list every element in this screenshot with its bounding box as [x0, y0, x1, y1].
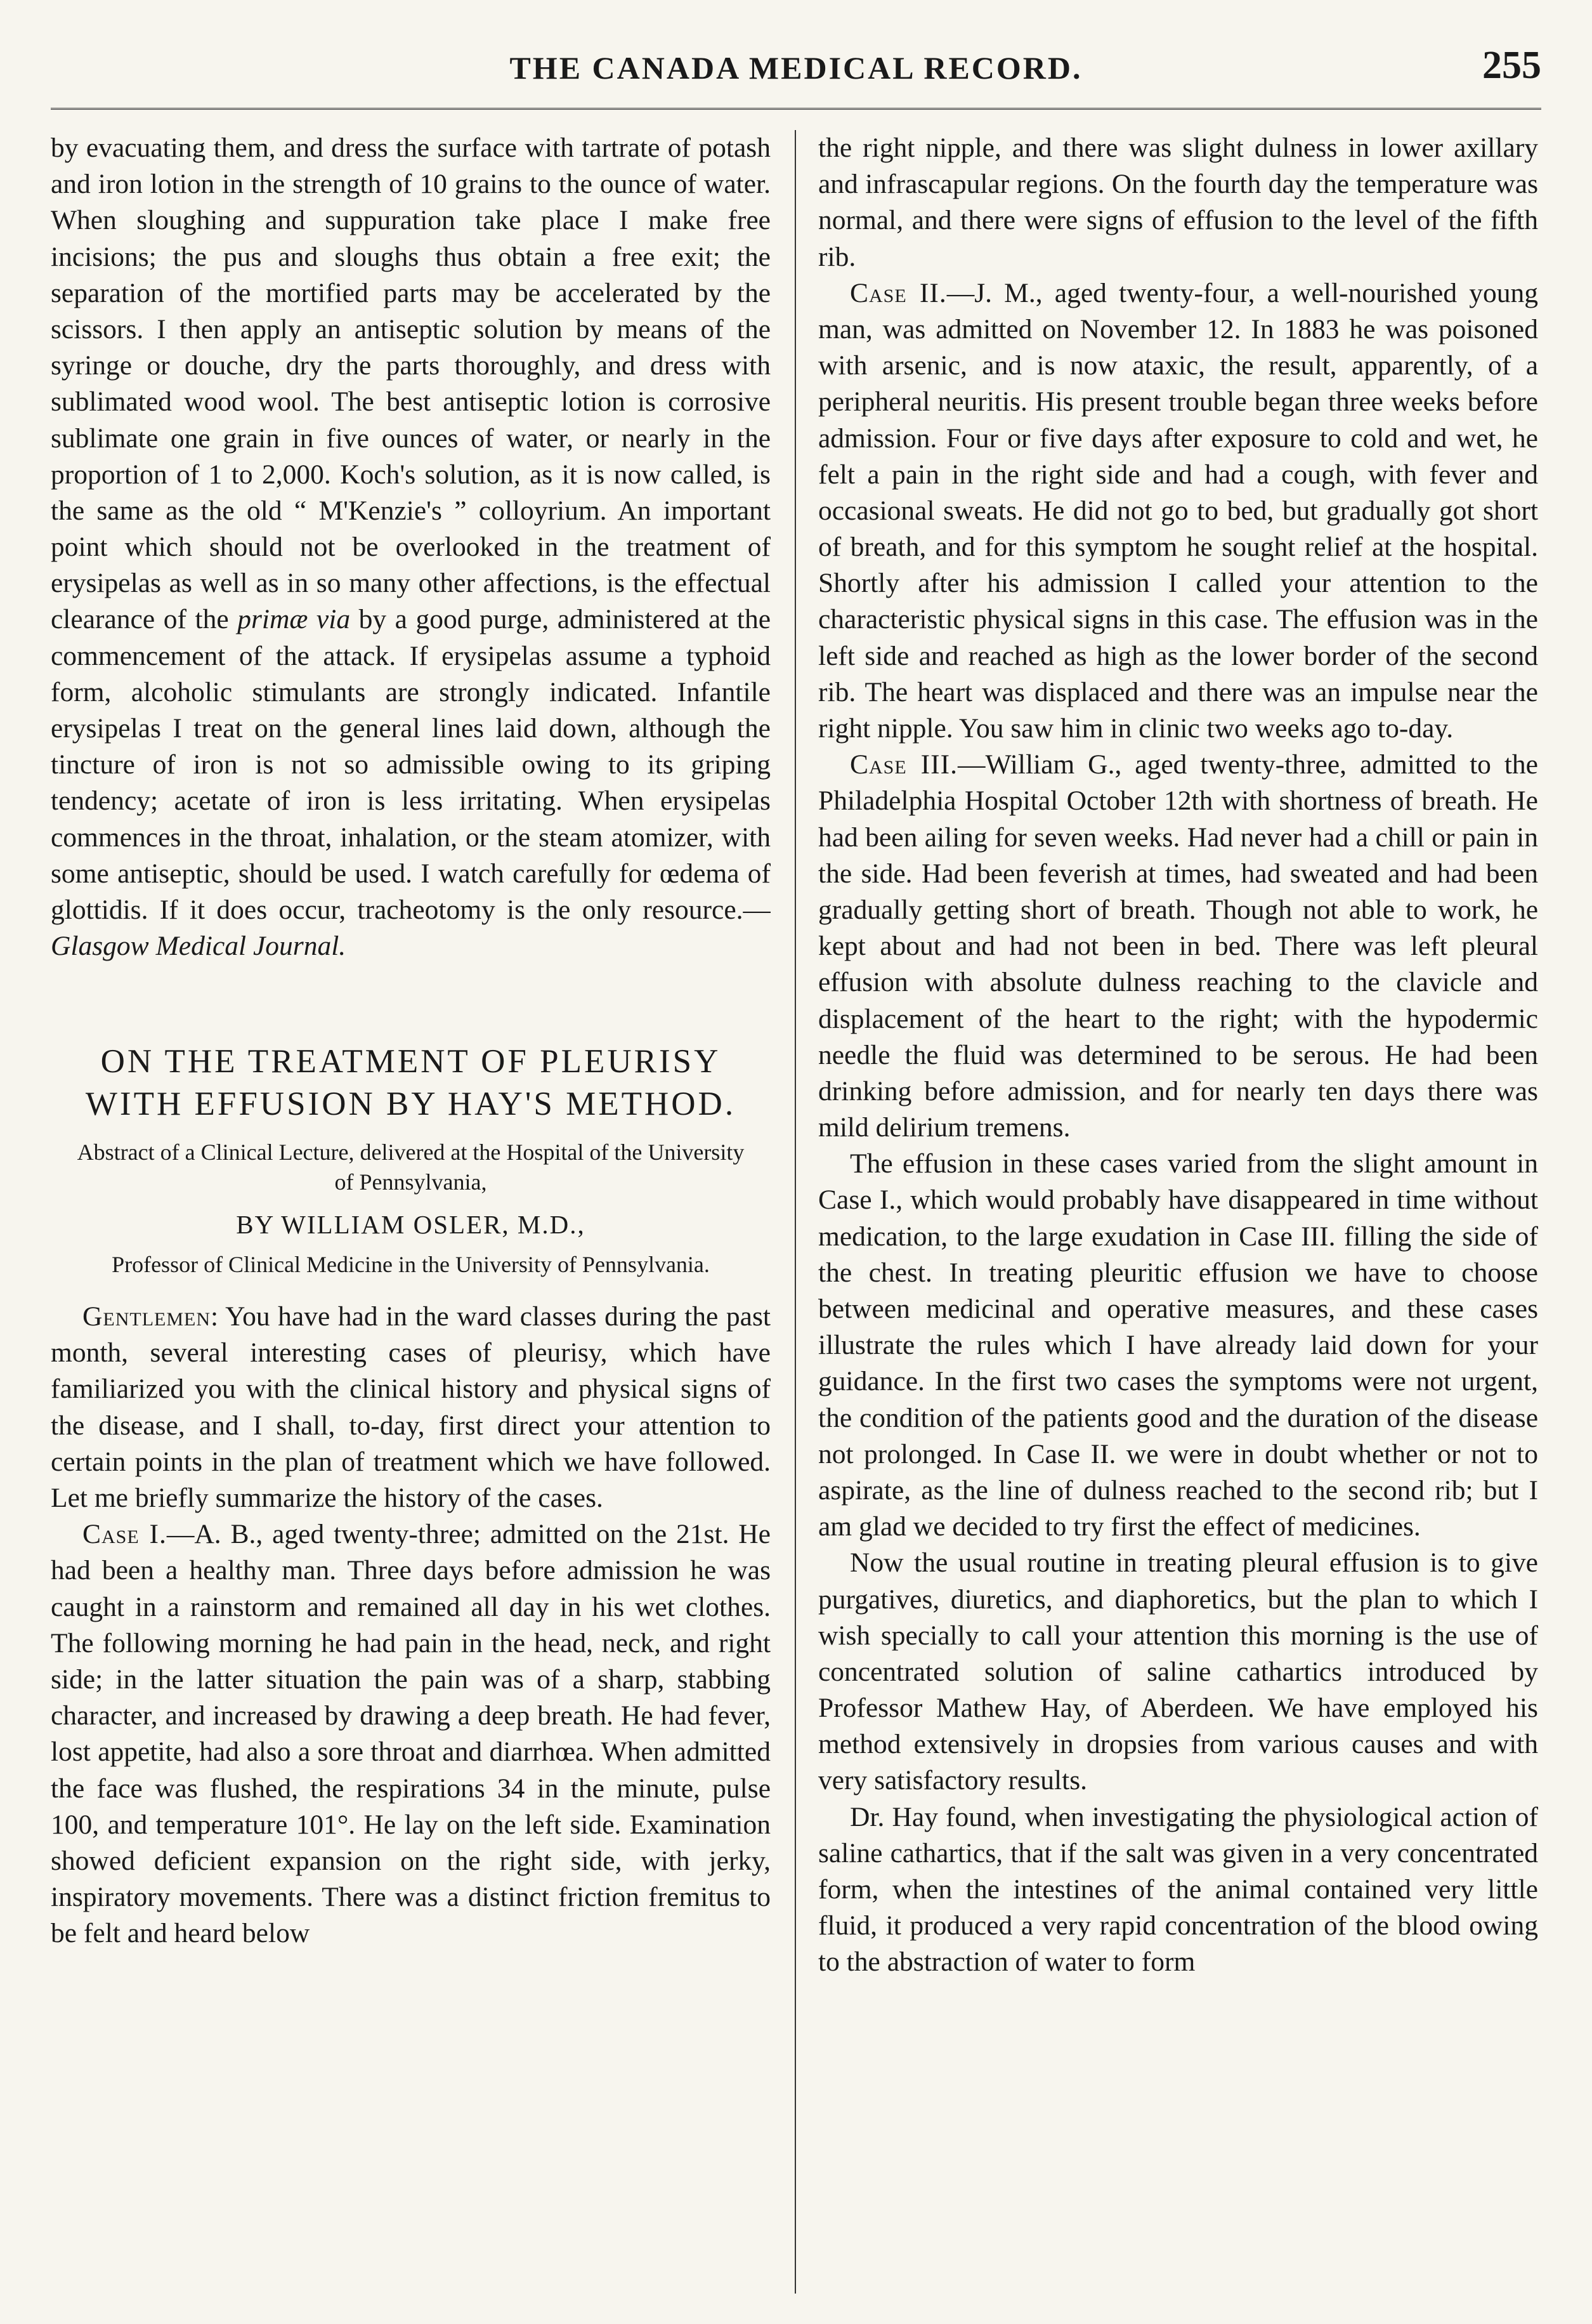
author-affiliation: Professor of Clinical Medicine in the University of Pennsylvania.: [112, 1252, 710, 1278]
paragraph-text: —William G., aged twenty-three, admitted to the Philadelphia Hospital October 12th with shortness of breath. He had been ailing for seven weeks. Had never had a chill or pain in the side. Had been feverish at times, had sweated and had been gradually getting short of breath. Though not able to work, he kept about and had not been in bed. There was left pleural effusion with absolute dulness reaching to the clavicle and displacement of the heart to the right; with the hypodermic needle the fluid was determined to be serous. He had been drinking before admission, and for nearly ten days there was mild delirium tremens.: [818, 749, 1538, 1143]
paragraph-text: —J. M., aged twenty-four, a well-nourished young man, was admitted on November 12. In 1883 he was poisoned with arsenic, and is now ataxic, the result, apparently, of a peripheral neuritis. His present trouble began three weeks before admission. Four or five days after exposure to cold and wet, he felt a pain in the right side and had a cough, with fever and occasional sweats. He did not go to bed, but gradually got short of breath, and for this symptom he sought relief at the hospital. Shortly after his admission I called your attention to the characteristic physical signs in this case. The effusion was in the left side and reached as high as the lower border of the second rib. The heart was displaced and there was an impulse near the right nipple. You saw him in clinic two weeks ago to-day.: [818, 277, 1538, 744]
paragraph-routine: Now the usual routine in treating pleural effusion is to give purgatives, diuretics, and diaphoretics, but the plan to which I wish specially to call your attention this morning is the use of concentrated solution of saline cathartics introduced by Professor Mathew Hay, of Aberdeen. We have employed his method extensively in dropsies from various causes and with very satisfactory results.: [818, 1547, 1538, 1796]
page-header: [51, 32, 1541, 95]
latin-term: primæ via: [237, 604, 351, 635]
right-column: [818, 130, 1538, 2294]
page-number: 255: [1482, 44, 1541, 87]
left-column: [51, 130, 771, 2294]
header-rule: [51, 108, 1541, 110]
source-citation: Glasgow Medical Journal.: [51, 931, 346, 962]
column-divider: [795, 130, 796, 2294]
paragraph-case-3: [818, 747, 1538, 1146]
author-byline: BY WILLIAM OSLER, M.D.,: [236, 1210, 585, 1240]
article-title: ON THE TREATMENT OF PLEURISY WITH EFFUSION BY HAY'S METHOD.: [85, 1043, 736, 1122]
paragraph-case-2: [818, 275, 1538, 747]
salutation: Gentlemen: [82, 1301, 211, 1332]
running-title: THE CANADA MEDICAL RECORD.: [509, 50, 1083, 86]
paragraph-text: : You have had in the ward classes during the past month, several interesting cases of pleurisy, which have familiarized you with the clinical history and physical signs of the disease, and I shall, to-day, first direct your attention to certain points in the plan of treatment which we have followed. Let me briefly summarize the history of the cases.: [51, 1301, 771, 1514]
article-abstract-note: Abstract of a Clinical Lecture, delivered at the Hospital of the University of Pennsylvania,: [77, 1139, 745, 1195]
paragraph-text: —A. B., aged twenty-three; admitted on the 21st. He had been a healthy man. Three days before admission he was caught in a rainstorm and remained all day in his wet clothes. The following morning he had pain in the head, neck, and right side; in the latter situation the pain was of a sharp, stabbing character, and increased by drawing a deep breath. He had fever, lost appetite, had also a sore throat and diarrhœa. When admitted the face was flushed, the respirations 34 in the minute, pulse 100, and temperature 101°. He lay on the left side. Examination showed deficient expansion on the right side, with jerky, inspiratory movements. There was a distinct friction fremitus to be felt and heard below: [51, 1519, 771, 1949]
paragraph-gentlemen: [51, 1299, 771, 1516]
paragraph-case-1-cont: the right nipple, and there was slight dulness in lower axillary and infrascapular regions. On the fourth day the temperature was normal, and there were signs of effusion to the level of the fifth rib.: [818, 133, 1538, 272]
paragraph-erysipelas-treatment: [51, 130, 771, 964]
paragraph-text-cont: by a good purge, administered at the commencement of the attack. If erysipelas assume a typhoid form, alcoholic stimulants are strongly indicated. Infantile erysipelas I treat on the general lines laid down, although the tincture of iron is not so admissible owing to its griping tendency; acetate of iron is less irritating. When erysipelas commences in the throat, inhalation, or the steam atomizer, with some antiseptic, should be used. I watch carefully for œdema of glottidis. If it does occur, tracheotomy is the only resource.—: [51, 604, 771, 925]
case-label: Case II.: [850, 277, 947, 308]
paragraph-effusion: The effusion in these cases varied from the slight amount in Case I., which would probably have disappeared in time without medication, to the large exudation in Case III. filling the side of the chest. In treating pleuritic effusion we have to choose between medicinal and operative measures, and these cases illustrate the rules which I have already laid down for your guidance. In the first two cases the symptoms were not urgent, the condition of the patients good and the duration of the disease not prolonged. In Case II. we were in doubt whether or not to aspirate, as the line of dulness reached to the second rib; but I am glad we decided to try first the effect of medicines.: [818, 1148, 1538, 1542]
paragraph-text: by evacuating them, and dress the surface with tartrate of potash and iron lotion in the strength of 10 grains to the ounce of water. When sloughing and suppuration take place I make free incisions; the pus and sloughs thus obtain a free exit; the separation of the mortified parts may be accelerated by the scissors. I then apply an antiseptic solution by means of the syringe or douche, dry the parts thoroughly, and dress with sublimated wood wool. The best antiseptic lotion is corrosive sublimate one grain in five ounces of water, or nearly in the proportion of 1 to 2,000. Koch's solution, as it is now called, is the same as the old “ M'Kenzie's ” colloyrium. An important point which should not be overlooked in the treatment of erysipelas as well as in so many other affections, is the effectual clearance of the: [51, 133, 771, 635]
case-label: Case I.: [82, 1519, 167, 1550]
case-label: Case III.: [850, 749, 958, 780]
paragraph-case-1: [51, 1516, 771, 1952]
paragraph-hay: Dr. Hay found, when investigating the physiological action of saline cathartics, that if the salt was given in a very concentrated form, when the intestines of the animal contained very little fluid, it produced a very rapid concentration of the blood owing to the abstraction of water to form: [818, 1801, 1538, 1978]
